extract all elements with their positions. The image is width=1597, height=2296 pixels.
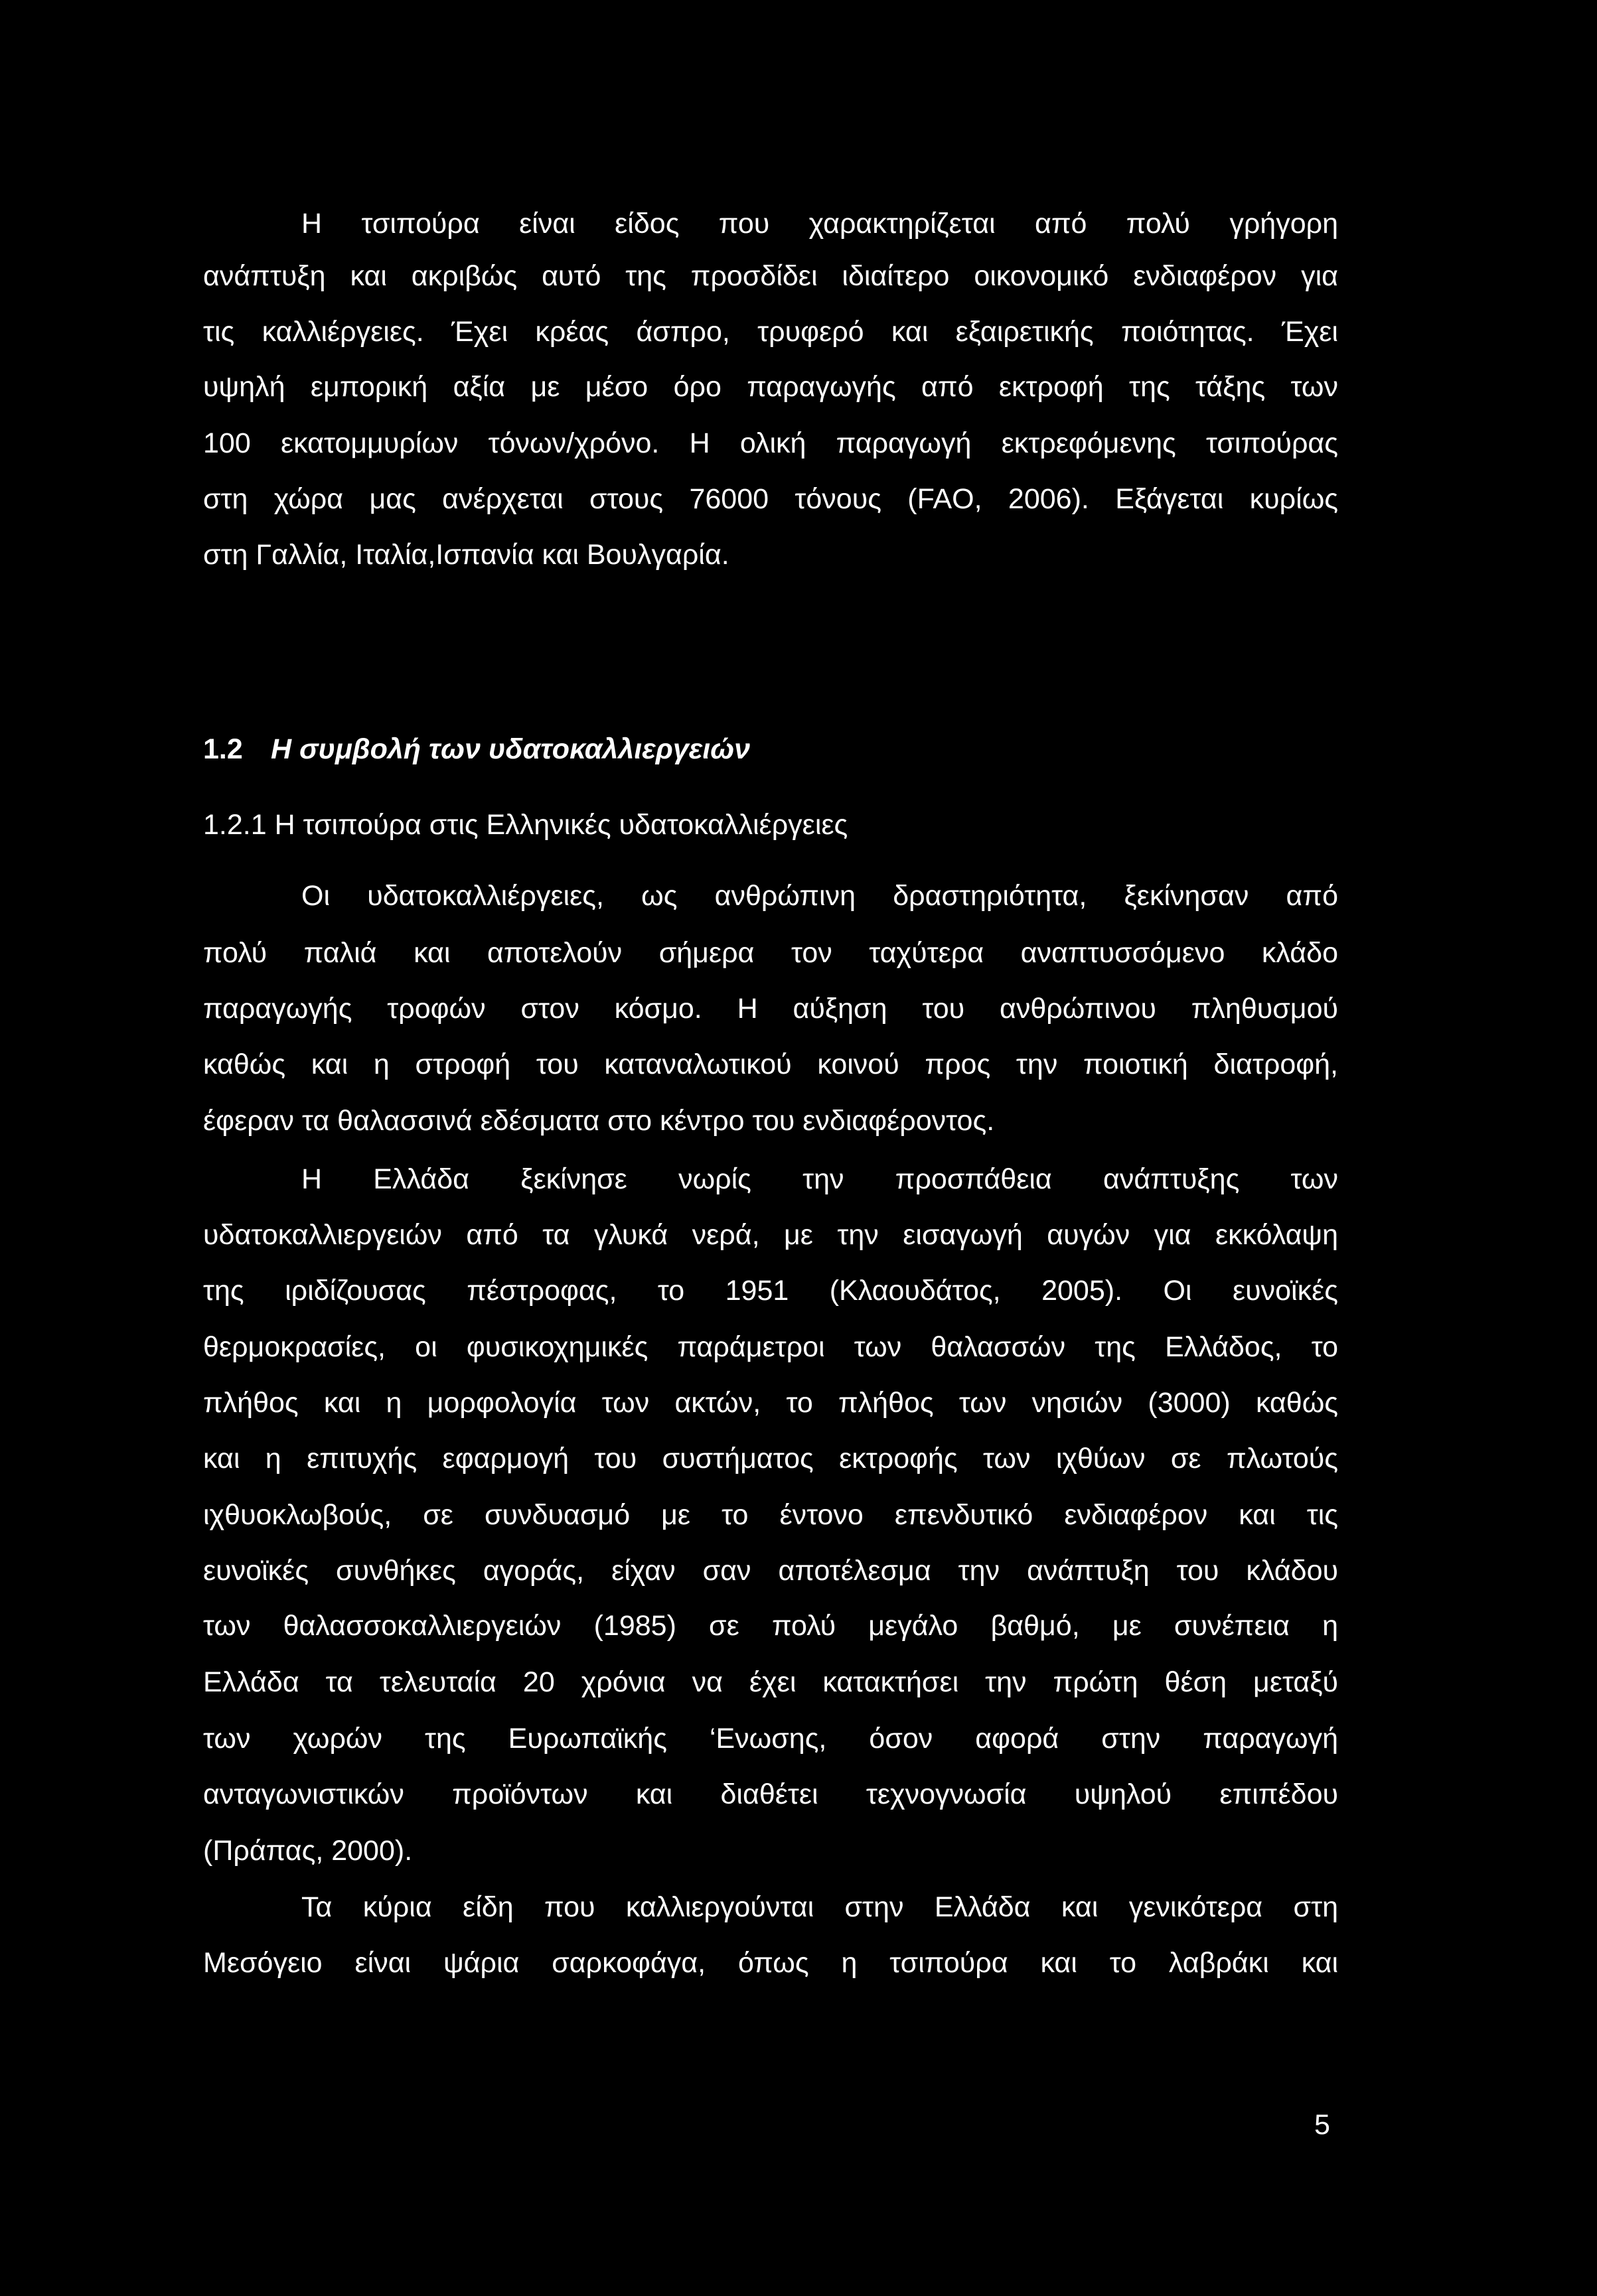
paragraph-line: και η επιτυχής εφαρμογή του συστήματος εκτροφής των ιχθύων σε πλωτούς: [203, 1443, 1338, 1474]
subsection-heading: 1.2.1 Η τσιπούρα στις Ελληνικές υδατοκαλλιέργειες: [203, 809, 848, 841]
section-heading: [203, 733, 750, 766]
paragraph-line: Η Ελλάδα ξεκίνησε νωρίς την προσπάθεια ανάπτυξης των: [301, 1163, 1338, 1195]
paragraph-line: στη χώρα μας ανέρχεται στους 76000 τόνους (FAO, 2006). Εξάγεται κυρίως: [203, 483, 1338, 515]
paragraph-line: θερμοκρασίες, οι φυσικοχημικές παράμετροι των θαλασσών της Ελλάδος, το: [203, 1331, 1338, 1363]
paragraph-line: των θαλασσοκαλλιεργειών (1985) σε πολύ μεγάλο βαθμό, με συνέπεια η: [203, 1610, 1338, 1642]
paragraph-line: Οι υδατοκαλλιέργειες, ως ανθρώπινη δραστηριότητα, ξεκίνησαν από: [301, 880, 1338, 912]
paragraph-line: πολύ παλιά και αποτελούν σήμερα τον ταχύτερα αναπτυσσόμενο κλάδο: [203, 937, 1338, 969]
paragraph-line: ευνοϊκές συνθήκες αγοράς, είχαν σαν αποτέλεσμα την ανάπτυξη του κλάδου: [203, 1555, 1338, 1587]
paragraph-line: έφεραν τα θαλασσινά εδέσματα στο κέντρο του ενδιαφέροντος.: [203, 1105, 995, 1137]
paragraph-line: τις καλλιέργειες. Έχει κρέας άσπρο, τρυφερό και εξαιρετικής ποιότητας. Έχει: [203, 316, 1338, 348]
paragraph-line: 100 εκατομμυρίων τόνων/χρόνο. Η ολική παραγωγή εκτρεφόμενης τσιπούρας: [203, 427, 1338, 459]
paragraph-line: στη Γαλλία, Ιταλία,Ισπανία και Βουλγαρία.: [203, 539, 729, 571]
paragraph-line: υψηλή εμπορική αξία με μέσο όρο παραγωγής από εκτροφή της τάξης των: [203, 371, 1338, 403]
paragraph-line: των χωρών της Ευρωπαϊκής ‘Ενωσης, όσον αφορά στην παραγωγή: [203, 1723, 1338, 1755]
paragraph-line: (Πράπας, 2000).: [203, 1835, 413, 1867]
paragraph-line: παραγωγής τροφών στον κόσμο. Η αύξηση του ανθρώπινου πληθυσμού: [203, 993, 1338, 1025]
section-title: Η συμβολή των υδατοκαλλιεργειών: [271, 733, 751, 765]
section-number: 1.2: [203, 733, 243, 765]
paragraph-line: υδατοκαλλιεργειών από τα γλυκά νερά, με την εισαγωγή αυγών για εκκόλαψη: [203, 1219, 1338, 1251]
paragraph-line: καθώς και η στροφή του καταναλωτικού κοινού προς την ποιοτική διατροφή,: [203, 1048, 1338, 1080]
paragraph-line: της ιριδίζουσας πέστροφας, το 1951 (Κλαουδάτος, 2005). Οι ευνοϊκές: [203, 1275, 1338, 1307]
paragraph-line: Μεσόγειο είναι ψάρια σαρκοφάγα, όπως η τσιπούρα και το λαβράκι και: [203, 1947, 1338, 1979]
paragraph-line: Η τσιπούρα είναι είδος που χαρακτηρίζεται από πολύ γρήγορη: [301, 208, 1338, 240]
paragraph-line: Τα κύρια είδη που καλλιεργούνται στην Ελλάδα και γενικότερα στη: [301, 1891, 1338, 1923]
page-number: 5: [1314, 2109, 1330, 2141]
paragraph-line: ανταγωνιστικών προϊόντων και διαθέτει τεχνογνωσία υψηλού επιπέδου: [203, 1778, 1338, 1810]
paragraph-line: πλήθος και η μορφολογία των ακτών, το πλήθος των νησιών (3000) καθώς: [203, 1387, 1338, 1419]
paragraph-line: Ελλάδα τα τελευταία 20 χρόνια να έχει κατακτήσει την πρώτη θέση μεταξύ: [203, 1666, 1338, 1698]
paragraph-line: ανάπτυξη και ακριβώς αυτό της προσδίδει ιδιαίτερο οικονομικό ενδιαφέρον για: [203, 260, 1338, 292]
paragraph-line: ιχθυοκλωβούς, σε συνδυασμό με το έντονο επενδυτικό ενδιαφέρον και τις: [203, 1499, 1338, 1531]
